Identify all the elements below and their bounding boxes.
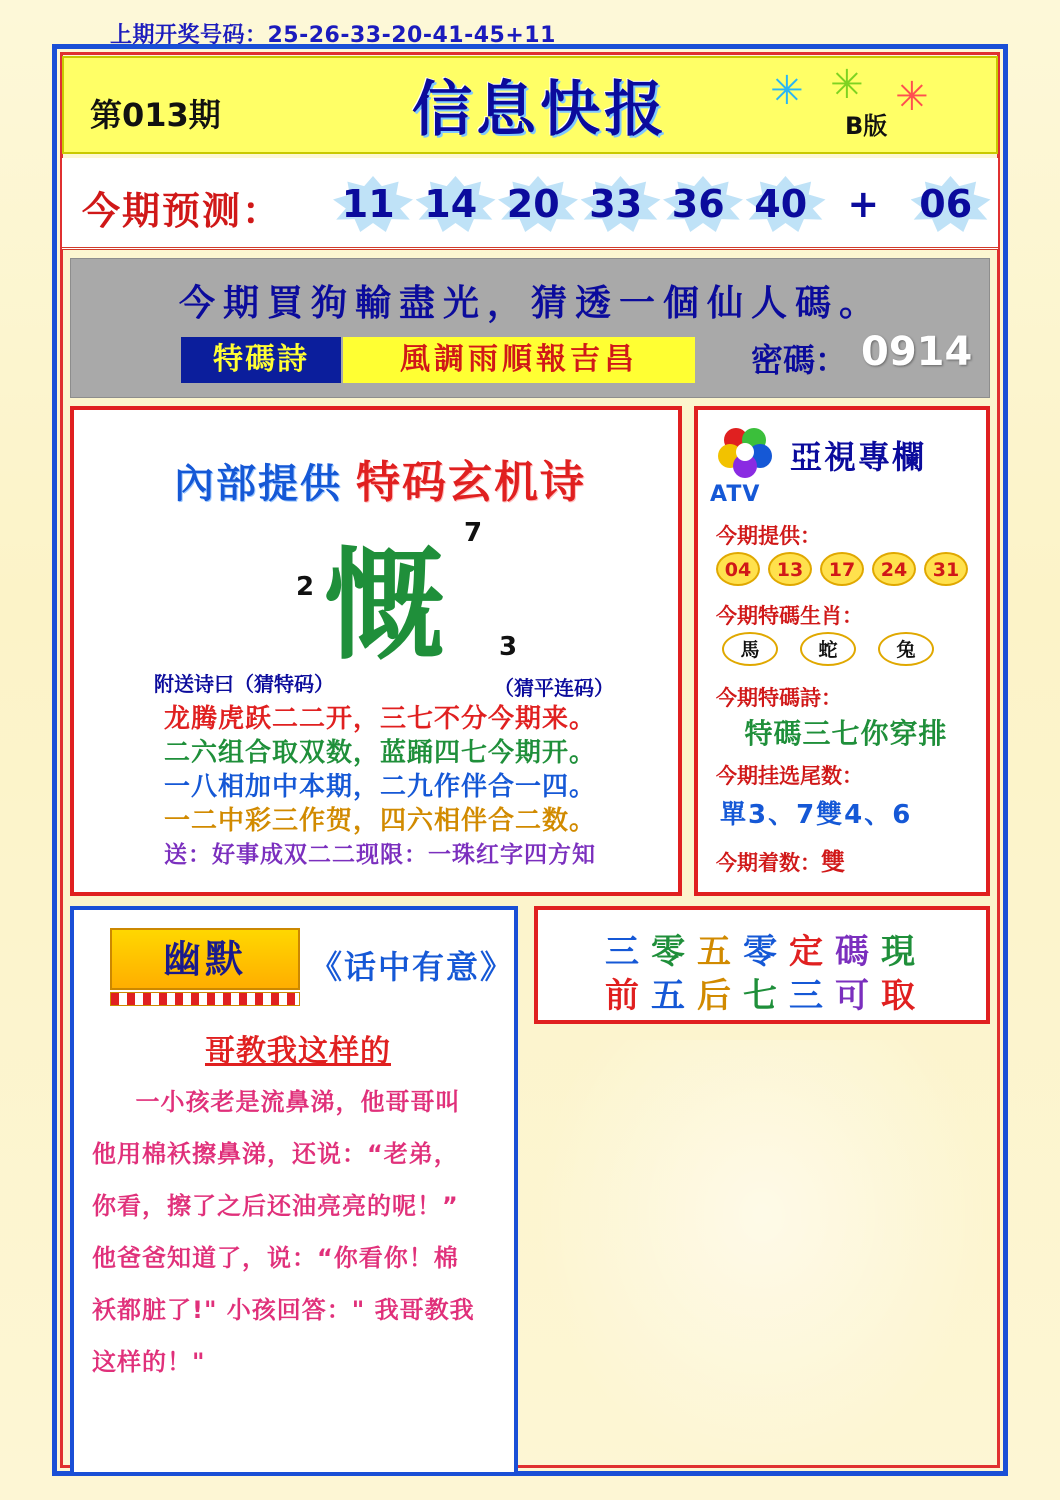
mystic-big-character: 慨 — [324, 535, 444, 676]
atv-attach-value: 雙 — [821, 848, 845, 876]
background-watermark — [534, 1040, 990, 1476]
humor-line: 袄都脏了!" 小孩回答：" 我哥教我 — [92, 1296, 475, 1324]
star-icon: ✳ — [830, 62, 864, 108]
humor-line: 一小孩老是流鼻涕，他哥哥叫 — [135, 1088, 461, 1116]
code-char: 三 — [605, 932, 651, 972]
poem-line: 龙腾虎跃二二开，三七不分今期来。 — [163, 704, 596, 734]
atv-poem-label: 今期特碼詩： — [716, 686, 842, 710]
number-ball: 13 — [768, 552, 812, 586]
password-value: 0914 — [861, 329, 973, 375]
mystic-poem-panel — [70, 406, 682, 896]
code-char: 零 — [743, 932, 789, 972]
atv-poem-text: 特碼三七你穿排 — [744, 717, 948, 750]
zodiac-item: 馬 — [722, 632, 778, 666]
atv-column-panel — [694, 406, 990, 896]
humor-badge: 幽默 — [110, 928, 300, 990]
fixed-code-panel — [534, 906, 990, 1024]
mystic-poem-heading — [74, 446, 686, 510]
number-ball: 31 — [924, 552, 968, 586]
prediction-numbers — [327, 174, 987, 234]
humor-title: 哥教我这样的 — [205, 1034, 391, 1069]
atv-brand-text: ATV — [710, 482, 761, 507]
mystic-number-top: 7 — [464, 518, 483, 548]
humor-line: 他用棉袄擦鼻涕，还说：“老弟， — [92, 1140, 459, 1168]
code-char: 前 — [605, 976, 651, 1016]
atv-tail-value: 單3、7雙4、6 — [720, 800, 913, 830]
humor-body — [92, 1076, 504, 1388]
atv-tail-label: 今期挂选尾数： — [716, 764, 863, 788]
star-icon: ✳ — [895, 74, 929, 120]
code-char: 后 — [697, 976, 743, 1016]
code-char: 三 — [789, 976, 835, 1016]
code-char: 五 — [697, 932, 743, 972]
atv-zodiac-list — [722, 632, 978, 666]
humor-line: 你看，擦了之后还油亮亮的呢！” — [92, 1192, 459, 1220]
number-ball: 04 — [716, 552, 760, 586]
fixed-code-row-1 — [538, 924, 994, 973]
atv-attach-row — [716, 842, 845, 877]
code-char: 現 — [881, 932, 927, 972]
humor-subtitle: 《话中有意》 — [310, 948, 515, 986]
prediction-number: 33 — [575, 174, 658, 234]
number-ball: 24 — [872, 552, 916, 586]
prediction-special-number: 06 — [905, 174, 988, 234]
poem-line: 一二中彩三作贺，四六相伴合二数。 — [163, 806, 596, 836]
fixed-code-row-2 — [538, 968, 994, 1017]
code-char: 零 — [651, 932, 697, 972]
mystic-poem-lines — [74, 702, 686, 872]
prediction-number: 11 — [327, 174, 410, 234]
mystic-sub-right: （猜平连码） — [494, 676, 614, 700]
prediction-plus-sign: + — [847, 182, 880, 226]
atv-number-balls — [716, 552, 980, 586]
edition-badge: B版 — [845, 112, 888, 140]
zodiac-item: 兔 — [878, 632, 934, 666]
atv-provide-label: 今期提供： — [716, 524, 821, 548]
humor-line: 这样的！" — [92, 1348, 206, 1376]
atv-column-title: 亞視專欄 — [790, 438, 927, 476]
code-char: 可 — [835, 976, 881, 1016]
special-poem-text: 風調雨順報吉昌 — [343, 337, 695, 383]
poem-line: 一八相加中本期，二九作伴合一四。 — [163, 772, 596, 802]
page-title: 信息快报 — [412, 75, 668, 145]
atv-zodiac-label: 今期特碼生肖： — [716, 604, 863, 628]
prediction-number: 20 — [492, 174, 575, 234]
special-phrase: 今期買狗輸盡光，猜透一個仙人碼。 — [178, 282, 883, 324]
star-icon: ✳ — [770, 68, 804, 114]
prediction-number: 40 — [740, 174, 823, 234]
code-char: 碼 — [835, 932, 881, 972]
poem-line: 送：好事成双二二现限：一珠红字四方知 — [164, 842, 596, 868]
code-char: 七 — [743, 976, 789, 1016]
atv-attach-label: 今期着数： — [716, 851, 821, 875]
poem-line: 二六组合取双数，蓝踊四七今期开。 — [163, 738, 596, 768]
password-label: 密碼： — [751, 341, 848, 379]
mystic-poem-heading-main: 特码玄机诗 — [356, 457, 586, 508]
mystic-poem-heading-prefix: 內部提供 — [174, 461, 342, 507]
zodiac-item: 蛇 — [800, 632, 856, 666]
humor-panel — [70, 906, 518, 1476]
code-char: 取 — [881, 976, 927, 1016]
mystic-number-right: 3 — [499, 632, 518, 662]
issue-number: 第013期 — [90, 96, 221, 134]
special-poem-label: 特碼詩 — [181, 337, 341, 383]
number-ball: 17 — [820, 552, 864, 586]
prediction-row — [62, 158, 998, 250]
last-draw-line: 上期开奖号码：25-26-33-20-41-45+11 — [110, 23, 556, 48]
humor-divider — [110, 992, 300, 1006]
humor-line: 他爸爸知道了，说：“你看你！棉 — [92, 1244, 459, 1272]
atv-logo-icon — [714, 424, 776, 486]
prediction-number: 14 — [410, 174, 493, 234]
prediction-number: 36 — [657, 174, 740, 234]
mystic-sub-left: 附送诗曰（猜特码） — [154, 672, 334, 696]
special-code-panel — [70, 258, 990, 398]
prediction-label: 今期预测： — [82, 189, 283, 233]
mystic-number-left: 2 — [296, 572, 315, 602]
code-char: 定 — [789, 932, 835, 972]
code-char: 五 — [651, 976, 697, 1016]
